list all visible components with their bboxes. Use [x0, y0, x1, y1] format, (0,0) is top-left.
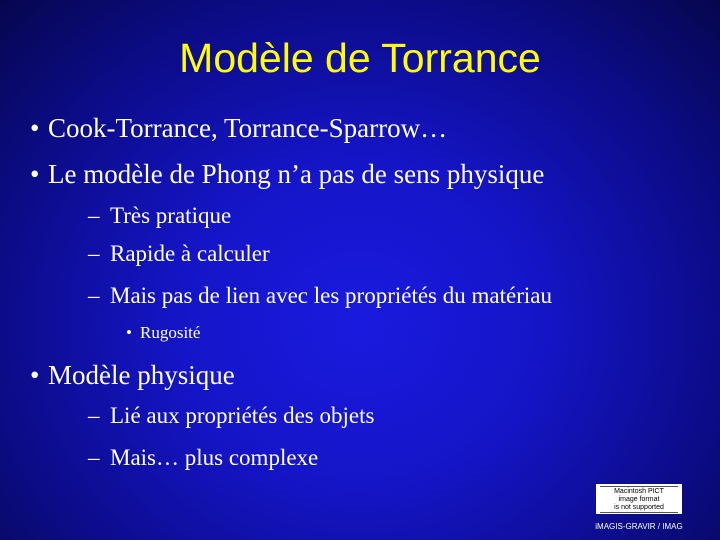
- slide-title: Modèle de Torrance: [179, 35, 541, 81]
- sub-bullet-item: [88, 402, 374, 430]
- dash-marker: –: [88, 203, 100, 228]
- sub-sub-bullet-item: [126, 322, 200, 344]
- sub-bullet-item: [88, 444, 318, 472]
- bullet-marker: •: [30, 360, 40, 390]
- lab-logo: [594, 484, 684, 532]
- sub-bullet-item: [88, 202, 231, 230]
- dash-marker: –: [88, 283, 100, 308]
- unsupported-image-placeholder: [596, 484, 682, 514]
- sub-bullet-text: Mais… plus complexe: [110, 445, 319, 470]
- dash-marker: –: [88, 241, 100, 266]
- sub-bullet-item: [88, 240, 270, 268]
- dash-marker: –: [88, 403, 100, 428]
- sub-bullet-text: Très pratique: [110, 203, 232, 228]
- logo-caption: iMAGIS-GRAVIR / IMAG: [595, 522, 683, 531]
- bullet-marker: •: [30, 159, 40, 189]
- bullet-text: Le modèle de Phong n’a pas de sens physique: [48, 159, 545, 189]
- sub-bullet-text: Mais pas de lien avec les propriétés du matériau: [110, 283, 552, 308]
- bullet-item: [30, 158, 544, 190]
- bullet-item: [30, 359, 235, 391]
- bullet-item: [30, 112, 447, 144]
- dash-marker: –: [88, 445, 100, 470]
- placeholder-line: is not supported: [614, 504, 664, 511]
- bullet-marker: •: [126, 323, 132, 342]
- sub-sub-bullet-text: Rugosité: [140, 323, 201, 342]
- bullet-text: Modèle physique: [48, 360, 235, 390]
- sub-bullet-text: Lié aux propriétés des objets: [110, 403, 375, 428]
- sub-bullet-item: [88, 282, 552, 310]
- bullet-marker: •: [30, 113, 40, 143]
- sub-bullet-text: Rapide à calculer: [110, 241, 270, 266]
- bullet-text: Cook-Torrance, Torrance-Sparrow…: [48, 113, 448, 143]
- placeholder-line: Macintosh PICT: [614, 488, 664, 495]
- placeholder-line: image format: [618, 496, 660, 503]
